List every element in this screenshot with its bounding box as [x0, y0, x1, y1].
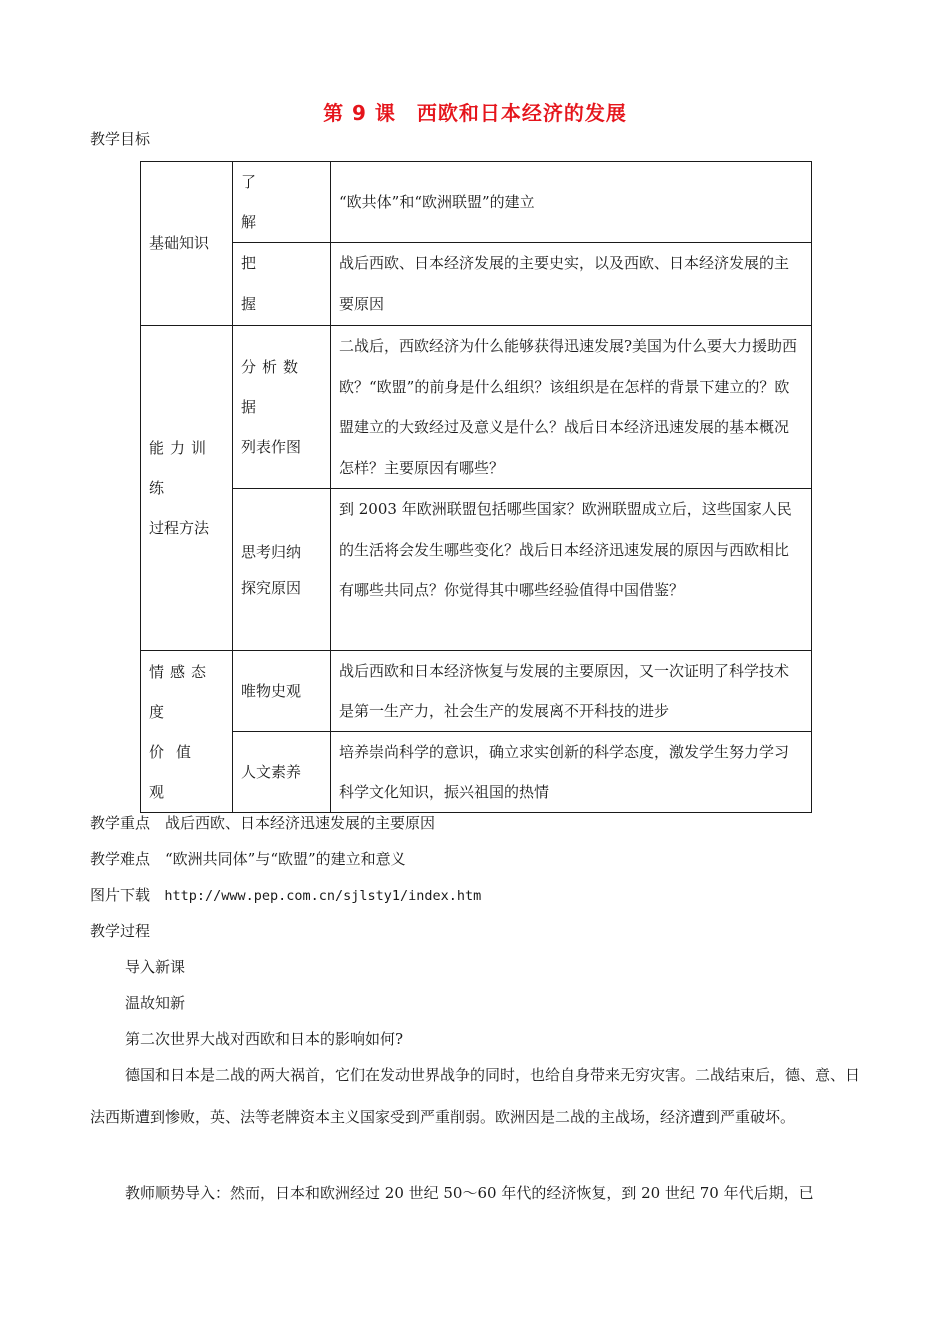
paragraph-2: 教师顺势导入：然而，日本和欧洲经过 20 世纪 50～60 年代的经济恢复，到 20 世纪 70 年代后期，已 [125, 1184, 814, 1202]
review-heading: 温故知新 [125, 994, 186, 1012]
understand-cell: 了 解 [233, 162, 331, 243]
emotion-cell: 情感态度 价值观 [141, 651, 233, 813]
basic-knowledge-cell: 基础知识 [141, 162, 233, 326]
materialism-cell: 唯物史观 [233, 651, 331, 732]
objectives-table [140, 161, 812, 813]
think-cell: 思考归纳 探究原因 [233, 489, 331, 651]
objectives-label: 教学目标 [90, 130, 151, 148]
question-text: 第二次世界大战对西欧和日本的影响如何? [125, 1030, 404, 1048]
process-label: 教学过程 [90, 922, 151, 940]
analyze-text: 二战后，西欧经济为什么能够获得迅速发展?美国为什么要大力援助西欧？“欧盟”的前身是什么组织？该组织是在怎样的背景下建立的？欧盟建立的大致经过及意义是什么？战后日本经济迅速发展的基本概况怎样？主要原因有哪些？ [331, 326, 812, 489]
difficulty: 教学难点 “欧洲共同体”与“欧盟”的建立和意义 [90, 850, 406, 868]
ability-cell: 能力训练 过程方法 [141, 326, 233, 651]
understand-text: “欧共体”和“欧洲联盟”的建立 [331, 162, 812, 243]
humanities-cell: 人文素养 [233, 732, 331, 813]
paragraph-1: 德国和日本是二战的两大祸首，它们在发动世界战争的同时，也给自身带来无穷灾害。二战结束后，德、意、日法西斯遭到惨败，英、法等老牌资本主义国家受到严重削弱。欧洲因是二战的主战场，经济遭到严重破坏。 [90, 1066, 861, 1126]
humanities-text: 培养崇尚科学的意识，确立求实创新的科学态度，激发学生努力学习科学文化知识，振兴祖国的热情 [331, 732, 812, 813]
grasp-text: 战后西欧、日本经济发展的主要史实，以及西欧、日本经济发展的主要原因 [331, 243, 812, 326]
lesson-title: 第 9 课 西欧和日本经济的发展 [323, 101, 627, 125]
download-row [90, 884, 481, 905]
download-link[interactable]: http://www.pep.com.cn/sjlsty1/index.htm [164, 888, 482, 904]
materialism-text: 战后西欧和日本经济恢复与发展的主要原因，又一次证明了科学技术是第一生产力，社会生产的发展离不开科技的进步 [331, 651, 812, 732]
key-point: 教学重点 战后西欧、日本经济迅速发展的主要原因 [90, 814, 436, 832]
think-text: 到 2003 年欧洲联盟包括哪些国家？欧洲联盟成立后，这些国家人民的生活将会发生哪些变化？战后日本经济迅速发展的原因与西欧相比有哪些共同点？你觉得其中哪些经验值得中国借鉴？ [331, 489, 812, 651]
intro-heading: 导入新课 [125, 958, 186, 976]
grasp-cell: 把 握 [233, 243, 331, 326]
analyze-cell: 分析数据 列表作图 [233, 326, 331, 489]
download-label: 图片下载 [90, 886, 151, 904]
